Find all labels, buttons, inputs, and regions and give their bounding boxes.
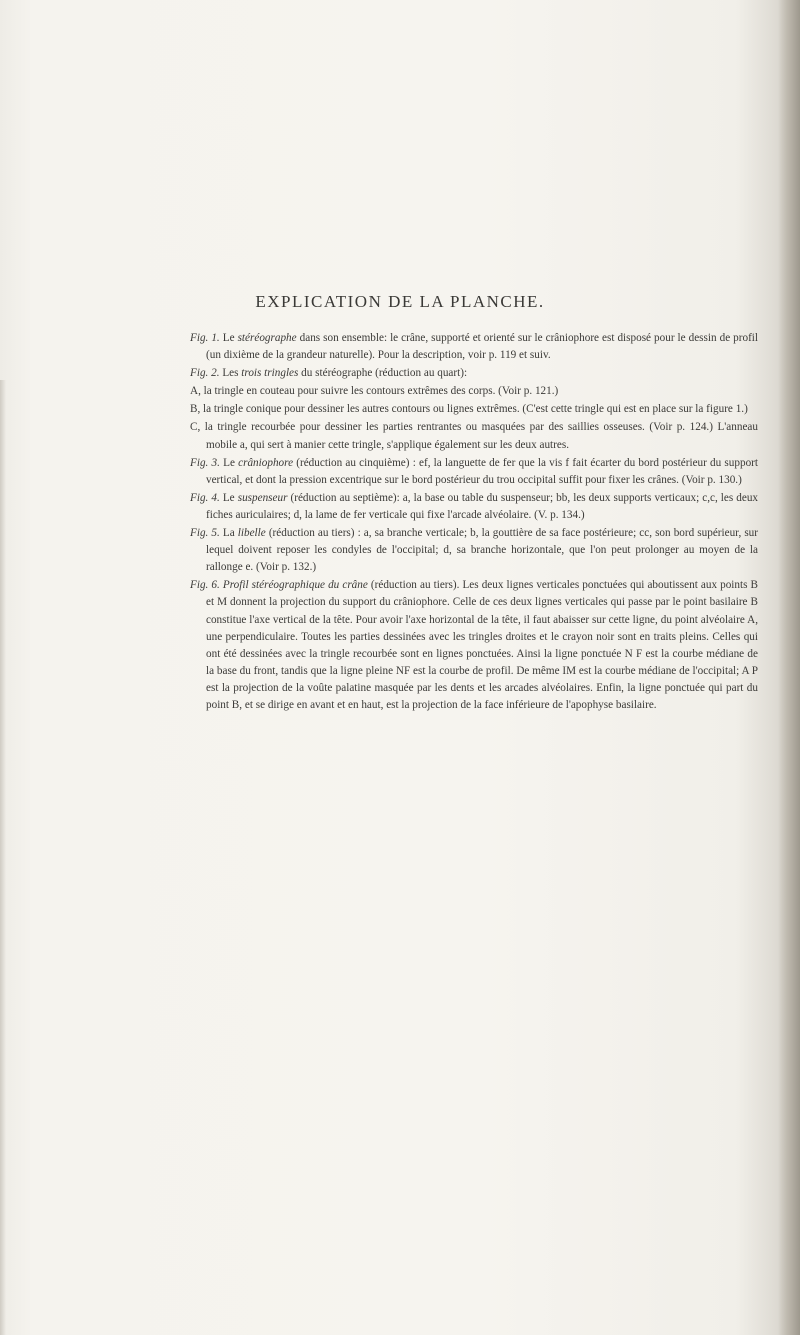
fig2-item-c: C, la tringle recourbée pour dessiner les parties rentrantes ou masquées par des saillies osseuses. (Voir p. 124.) L'anneau mobile a, qui sert à manier cette tringle, s'applique également sur les deux autres. <box>190 421 758 451</box>
fig2-item-a: A, la tringle en couteau pour suivre les contours extrêmes des corps. (Voir p. 121.) <box>190 385 559 398</box>
fig6-text: (réduction au tiers). Les deux lignes verticales ponctuées qui aboutissent aux points B et M donnent la projection du support du crâniophore. Celle de ces deux lignes verticales qui passe par le point basilaire B constitue l'axe vertical de la tête. Pour avoir l'axe horizontal de la tête, il faut abaisser sur cette ligne, du point alvéolaire A, une perpendiculaire. Toutes les parties dessinées avec les tringles droites et le crayon noir sont en traits pleins. Celles qui ont été dessinées avec la tringle recourbée sont en lignes ponctuées. Ainsi la ligne ponctuée N F est la courbe médiane de la base du front, tandis que la ligne pleine NF est la courbe de profil. De même IM est la courbe médiane de l'occipital; A P est la projection de la voûte palatine masquée par les dents et les arcades alvéolaires. Enfin, la ligne ponctuée qui part du point B, et se dirige en avant et en haut, est la projection de la face inférieure de l'apophyse basilaire. <box>206 579 759 711</box>
fig5-text: (réduction au tiers) : a, sa branche verticale; b, la gouttière de sa face postérieure; cc, son bord supérieur, sur lequel doivent reposer les condyles de l'occipital; d, sa branche horizontale, que l'on peut prolonger au moyen de la rallonge e. (Voir p. 132.) <box>206 527 758 574</box>
fig2-pre: Les <box>222 367 239 380</box>
fig4-paragraph <box>190 490 758 524</box>
fig4-text: (réduction au septième): a, la base ou table du suspenseur; bb, les deux supports verticaux; c,c, les deux fiches auriculaires; d, la lame de fer verticale qui fixe l'arcade alvéolaire. (V. p. 134.) <box>206 491 759 521</box>
fig1-term: stéréographe <box>237 332 297 344</box>
fig1-text: dans son ensemble: le crâne, supporté et orienté sur le crâniophore est disposé pour le dessin de profil (un dixième de la grandeur naturelle). Pour la description, voir p. 119 et suiv. <box>206 332 759 362</box>
fig5-label: Fig. 5. <box>190 527 220 540</box>
fig2-term: trois tringles <box>241 367 299 380</box>
fig2-label: Fig. 2. <box>190 367 220 380</box>
fig2-paragraph <box>190 365 758 382</box>
fig4-term: suspenseur <box>237 491 288 504</box>
fig1-pre: Le <box>222 332 235 344</box>
fig6-term: Profil stéréographique du crâne <box>222 579 368 592</box>
fig4-pre: Le <box>222 491 235 504</box>
fig6-label: Fig. 6. <box>190 579 220 592</box>
fig2-item-b: B, la tringle conique pour dessiner les autres contours ou lignes extrêmes. (C'est cette tringle qui est en place sur la figure 1.) <box>190 403 748 416</box>
fig6-paragraph <box>190 577 758 714</box>
page-left-edge-shadow <box>0 380 6 1335</box>
fig2-text: du stéréographe (réduction au quart): <box>301 367 468 380</box>
fig5-term: libelle <box>237 527 266 540</box>
fig1-label: Fig. 1. <box>190 332 220 344</box>
page-right-edge-shadow <box>778 0 800 1335</box>
fig3-label: Fig. 3. <box>190 456 220 469</box>
fig4-label: Fig. 4. <box>190 491 220 504</box>
fig3-pre: Le <box>223 456 235 469</box>
fig1-paragraph <box>190 330 758 364</box>
fig5-paragraph <box>190 525 758 576</box>
fig5-pre: La <box>222 527 235 540</box>
fig3-text: (réduction au cinquième) : ef, la languette de fer que la vis f fait écarter du bord postérieur du support vertical, et dont la pression excentrique sur le bord postérieur du trou occipital suffit pour fixer les crânes. (Voir p. 130.) <box>206 456 758 486</box>
page-heading: EXPLICATION DE LA PLANCHE. <box>255 292 545 311</box>
explanation-body <box>190 330 758 715</box>
fig3-term: crâniophore <box>238 456 294 469</box>
fig3-paragraph <box>190 455 758 489</box>
